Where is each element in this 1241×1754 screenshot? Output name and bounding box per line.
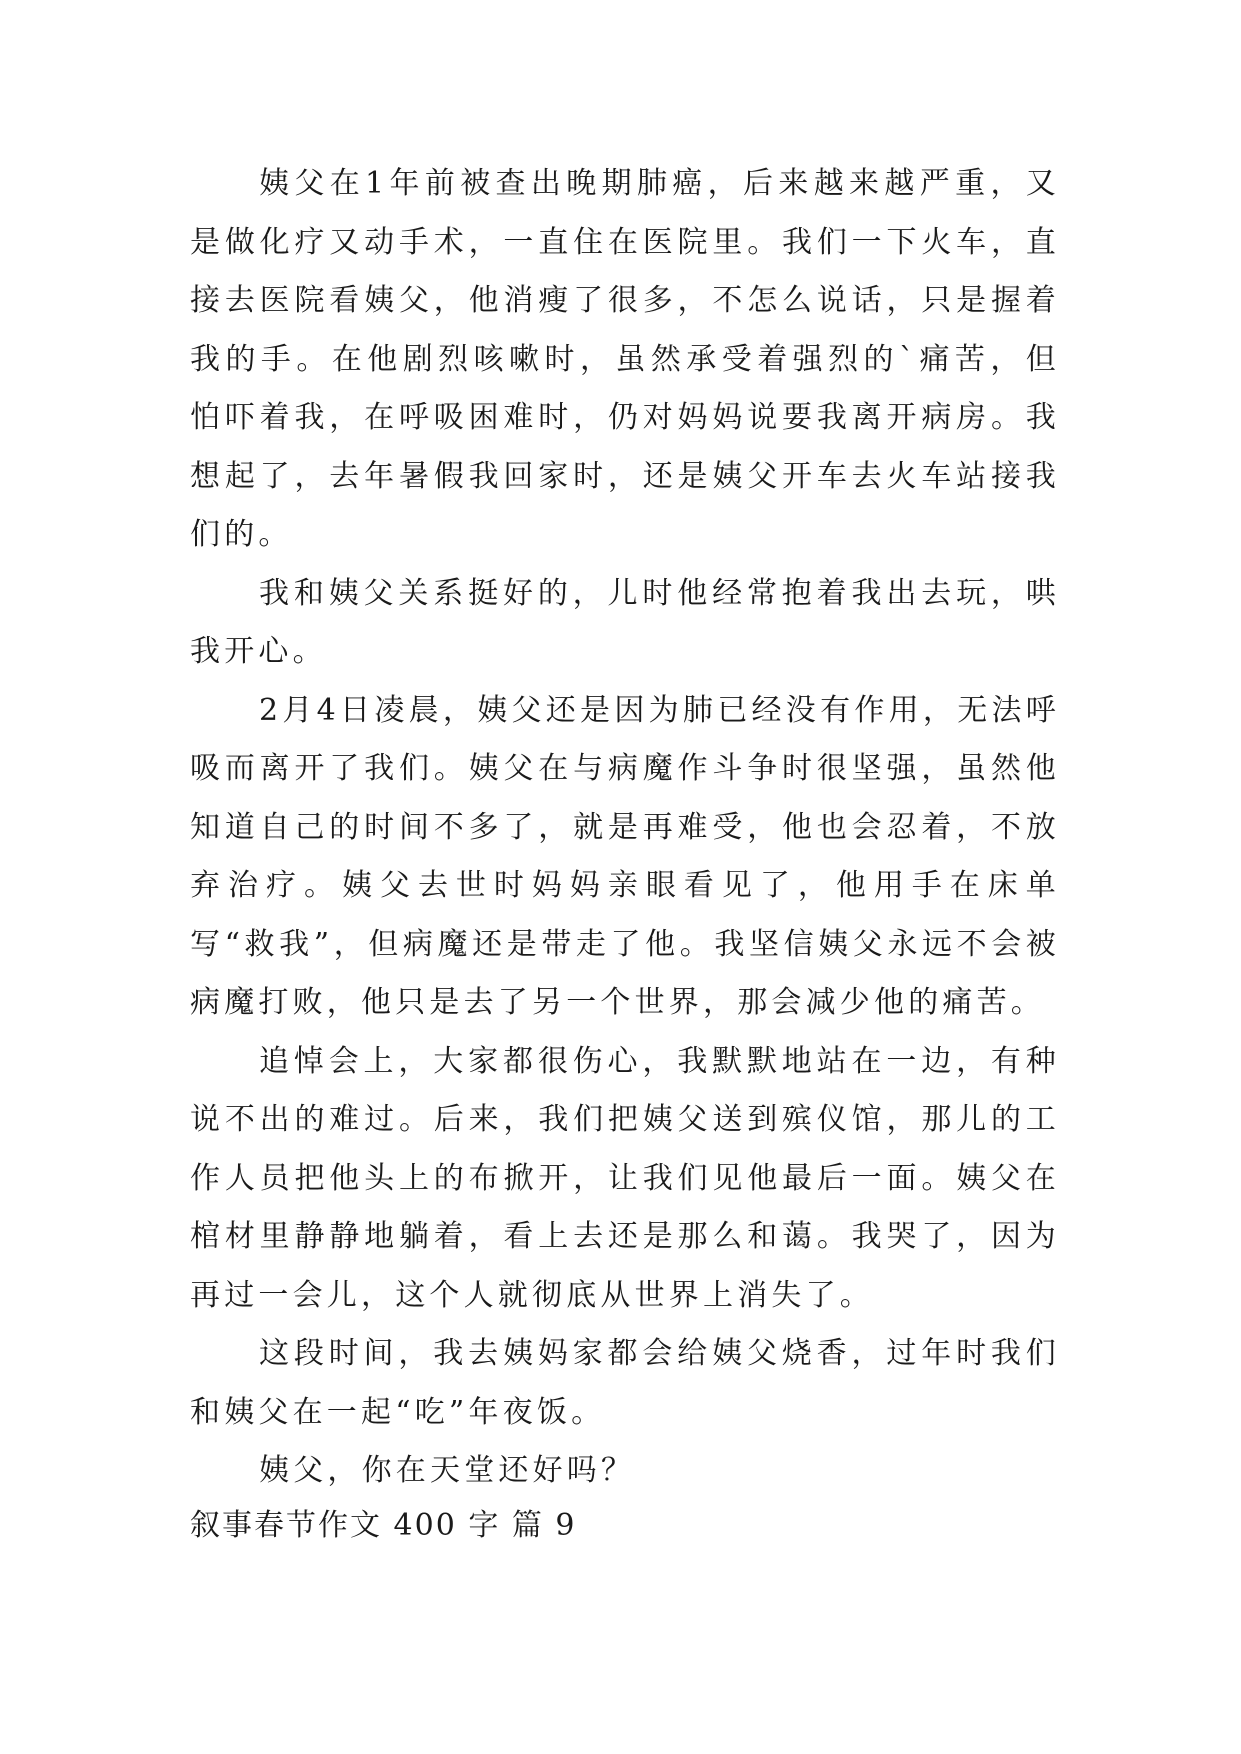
section-heading: 叙事春节作文 400 字 篇 9 (190, 1508, 577, 1543)
paragraph-new-year: 这段时间，我去姨妈家都会给姨父烧香，过年时我们和姨父在一起“吃”年夜饭。 (190, 1336, 1060, 1430)
paragraph-closing: 姨父，你在天堂还好吗？ (259, 1453, 636, 1488)
article-body (190, 155, 1060, 1501)
paragraph-relationship: 我和姨父关系挺好的，儿时他经常抱着我出去玩，哄我开心。 (190, 575, 1060, 669)
paragraph-memorial: 追悼会上，大家都很伤心，我默默地站在一边，有种说不出的难过。后来，我们把姨父送到殡仪馆，那儿的工作人员把他头上的布掀开，让我们见他最后一面。姨父在棺材里静静地躺着，看上去还是那么和蔼。我哭了，因为再过一会儿，这个人就彻底从世界上消失了。 (190, 1043, 1060, 1313)
paragraph-passing: 2月4日凌晨，姨父还是因为肺已经没有作用，无法呼吸而离开了我们。姨父在与病魔作斗争时很坚强，虽然他知道自己的时间不多了，就是再难受，他也会忍着，不放弃治疗。姨父去世时妈妈亲眼看见了，他用手在床单写“救我”，但病魔还是带走了他。我坚信姨父永远不会被病魔打败，他只是去了另一个世界，那会减少他的痛苦。 (190, 692, 1060, 1020)
paragraph-illness: 姨父在1年前被查出晚期肺癌，后来越来越严重，又是做化疗又动手术，一直住在医院里。我们一下火车，直接去医院看姨父，他消瘦了很多，不怎么说话，只是握着我的手。在他剧烈咳嗽时，虽然承受着强烈的`痛苦，但怕吓着我，在呼吸困难时，仍对妈妈说要我离开病房。我想起了，去年暑假我回家时，还是姨父开车去火车站接我们的。 (190, 166, 1060, 552)
